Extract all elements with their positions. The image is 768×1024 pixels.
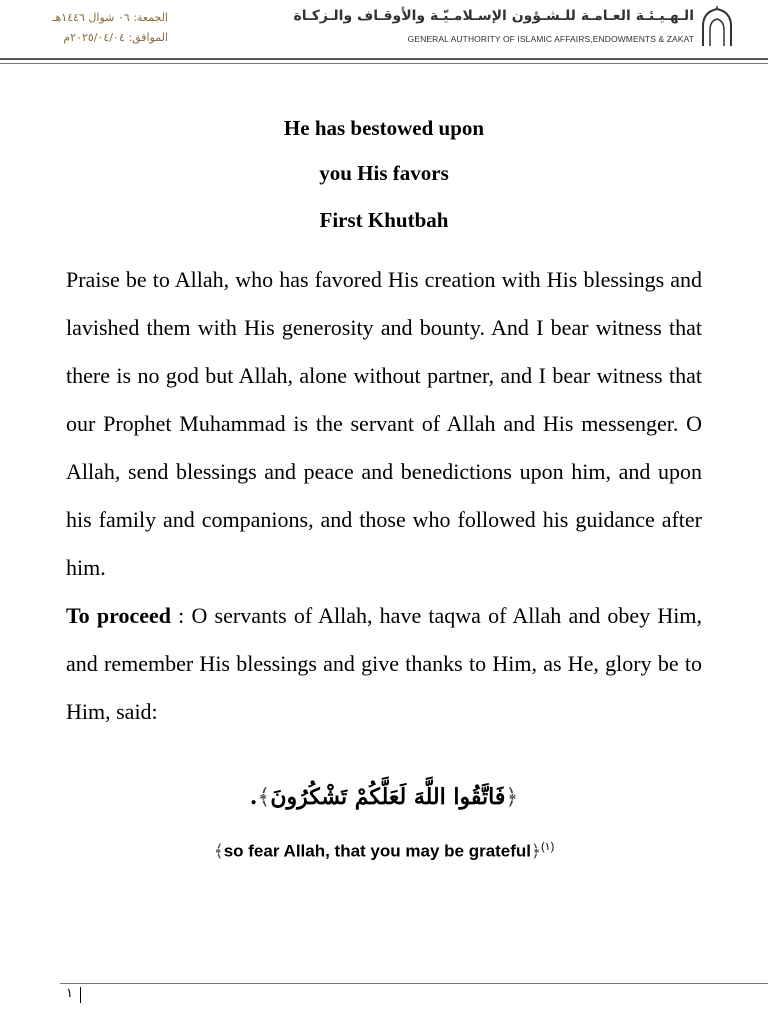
page-number-divider — [80, 987, 81, 1003]
verse-period: . — [249, 784, 258, 810]
date-line-hijri: الجمعة: ٠٦ شوال ١٤٤٦هـ — [52, 11, 168, 24]
logo-english-text: GENERAL AUTHORITY OF ISLAMIC AFFAIRS,ENDOWMENTS & ZAKAT — [407, 34, 694, 44]
page-header — [0, 0, 768, 62]
page-number: ١ — [66, 986, 73, 1001]
translation-ornament-open: ﴾ — [213, 841, 224, 861]
title-line-1: He has bestowed upon — [283, 116, 485, 140]
paragraph-proceed — [66, 592, 702, 736]
authority-logo — [293, 6, 734, 50]
quran-verse-translation — [0, 840, 768, 862]
verse-ornament-close: ﴾ — [257, 785, 271, 810]
verse-ornament-open: ﴿ — [505, 785, 519, 810]
to-proceed-label: To proceed — [66, 603, 171, 628]
translation-ornament-close: ﴿ — [531, 841, 541, 861]
quran-verse-arabic — [0, 784, 768, 810]
sermon-body — [66, 256, 702, 736]
title-line-2: you His favors — [319, 161, 449, 185]
paragraph-proceed-text: : O servants of Allah, have taqwa of Allah and obey Him, and remember His blessings and give thanks to Him, as He, glory be to Him, said: — [66, 603, 702, 724]
logo-arabic-text: الـهـيـئـة العـامـة للـشـؤون الإسـلامـيّـة والأوقـاف والـزكـاة — [293, 8, 694, 24]
mosque-dome-icon — [700, 6, 734, 48]
date-line-gregorian: الموافق: ٢٠٢٥/٠٤/٠٤م — [63, 31, 168, 44]
hijri-date-block — [38, 8, 168, 48]
paragraph-praise: Praise be to Allah, who has favored His creation with His blessings and lavished them with His generosity and bounty. And I bear witness that there is no god but Allah, alone without partner, and I bear witness that our Prophet Muhammad is the servant of Allah and His messenger. O Allah, send blessings and peace and benedictions upon him, and upon his family and companions, and those who followed his guidance after him. — [66, 267, 702, 580]
verse-arabic-text: فَاتَّقُوا اللَّهَ لَعَلَّكُمْ تَشْكُرُونَ — [270, 784, 506, 810]
header-rule-thin — [0, 63, 768, 64]
footnote-marker[interactable]: (١) — [541, 841, 555, 853]
header-rule — [0, 58, 768, 60]
footer-rule — [60, 983, 768, 984]
section-heading: First Khutbah — [319, 208, 449, 232]
verse-english-text: so fear Allah, that you may be grateful — [223, 841, 532, 861]
